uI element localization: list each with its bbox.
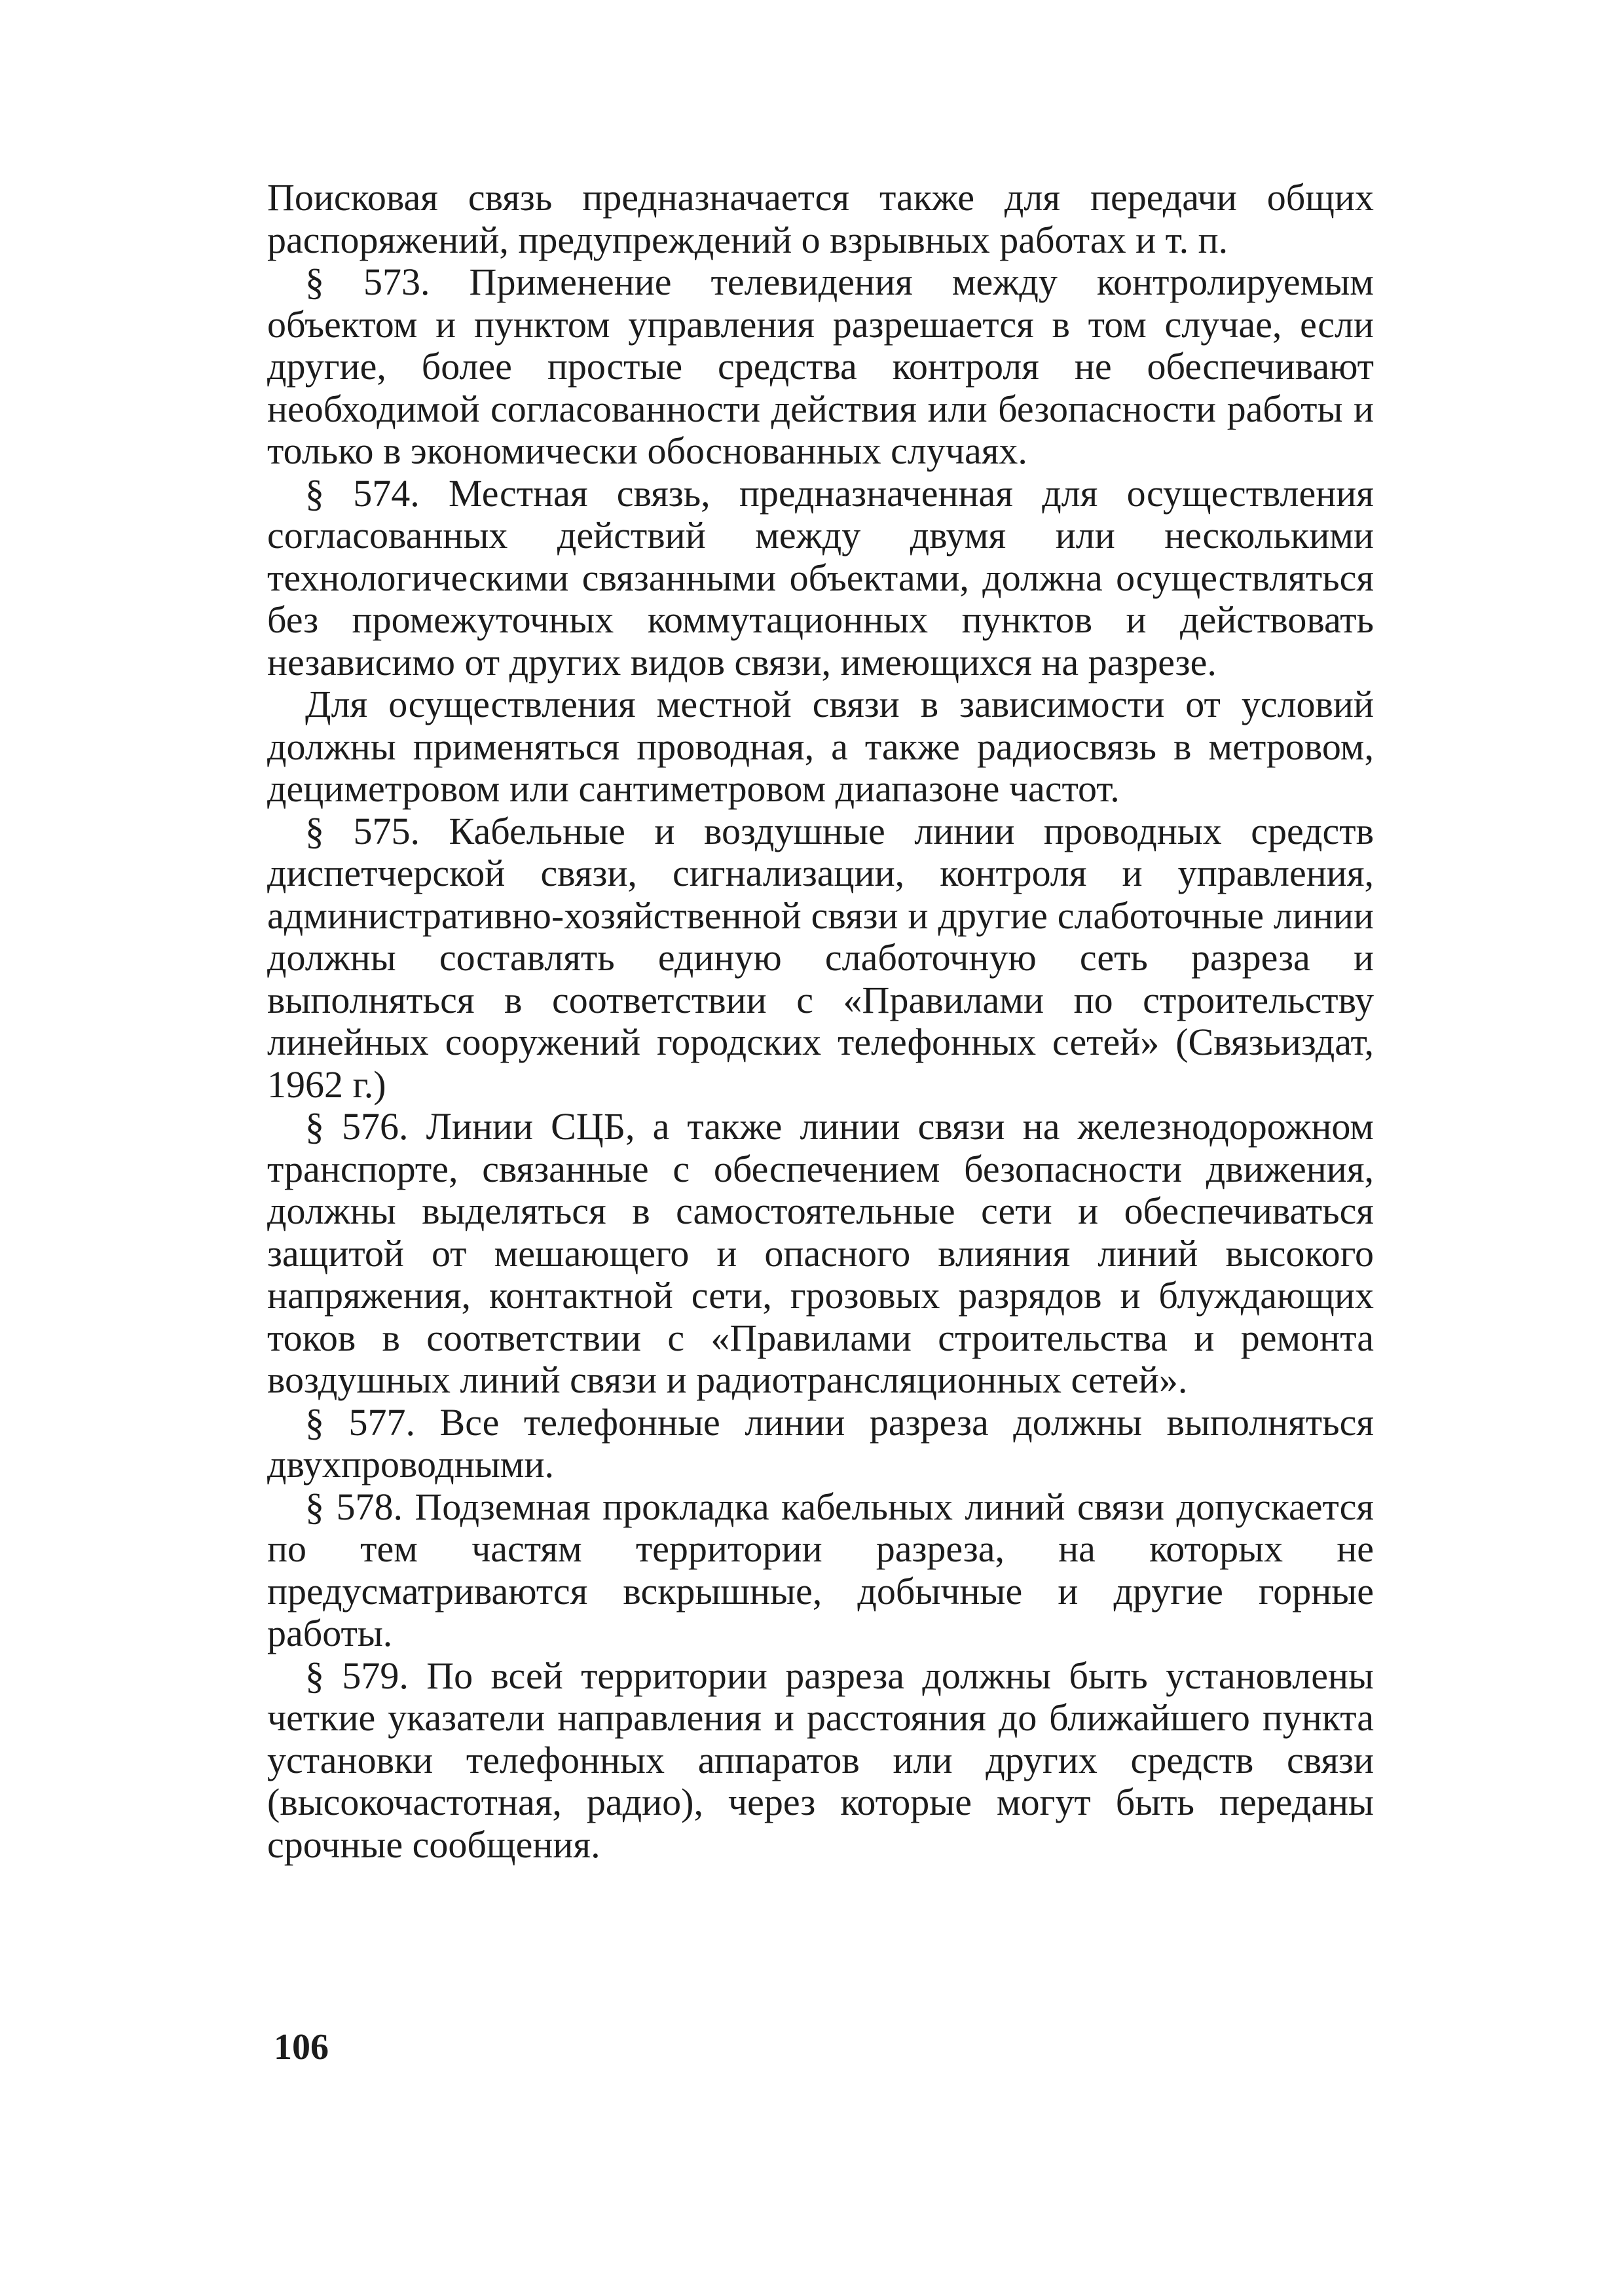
paragraph-577: § 577. Все телефонные линии разреза должны выполняться двухпроводными. bbox=[267, 1400, 1374, 1485]
paragraph-578: § 578. Подземная прокладка кабельных линий связи допускается по тем частям территории разреза, на которых не предусматриваются вскрышные, добычные и другие горные работы. bbox=[267, 1485, 1374, 1654]
page-number: 106 bbox=[274, 2027, 329, 2068]
paragraph-573: § 573. Применение телевидения между контролируемым объектом и пунктом управления разрешается в том случае, если другие, более простые средства контроля не обеспечивают необходимой согласованности действия или безопасности работы и только в экономически обоснованных случаях. bbox=[267, 261, 1374, 472]
paragraph-576: § 576. Линии СЦБ, а также линии связи на железнодорожном транспорте, связанные с обеспечением безопасности движения, должны выделяться в самостоятельные сети и обеспечиваться защитой от мешающего и опасного влияния линий высокого напряжения, контактной сети, грозовых разрядов и блуждающих токов в соответствии с «Правилами строительства и ремонта воздушных линий связи и радиотрансляционных сетей». bbox=[267, 1105, 1374, 1401]
paragraph-579: § 579. По всей территории разреза должны быть установлены четкие указатели направления и расстояния до ближайшего пункта установки телефонных аппаратов или других средств связи (высокочастотная, радио), через которые могут быть переданы срочные сообщения. bbox=[267, 1654, 1374, 1866]
paragraph-575: § 575. Кабельные и воздушные линии проводных средств диспетчерской связи, сигнализации, контроля и управления, административно-хозяйственной связи и другие слаботочные линии должны составлять единую слаботочную сеть разреза и выполняться в соответствии с «Правилами по строительству линейных сооружений городских телефонных сетей» (Связьиздат, 1962 г.) bbox=[267, 809, 1374, 1106]
paragraph-574: § 574. Местная связь, предназначенная для осуществления согласованных действий между двумя или несколькими технологическими связанными объектами, должна осуществляться без промежуточных коммутационных пунктов и действовать независимо от других видов связи, имеющихся на разрезе. bbox=[267, 471, 1374, 683]
paragraph-local-communication: Для осуществления местной связи в зависимости от условий должны применяться проводная, а также радиосвязь в метровом, дециметровом или сантиметровом диапазоне частот. bbox=[267, 683, 1374, 810]
paragraph-search-communication: Поисковая связь предназначается также для передачи общих распоряжений, предупреждений о взрывных работах и т. п. bbox=[267, 176, 1374, 261]
body-text bbox=[267, 177, 1374, 1866]
